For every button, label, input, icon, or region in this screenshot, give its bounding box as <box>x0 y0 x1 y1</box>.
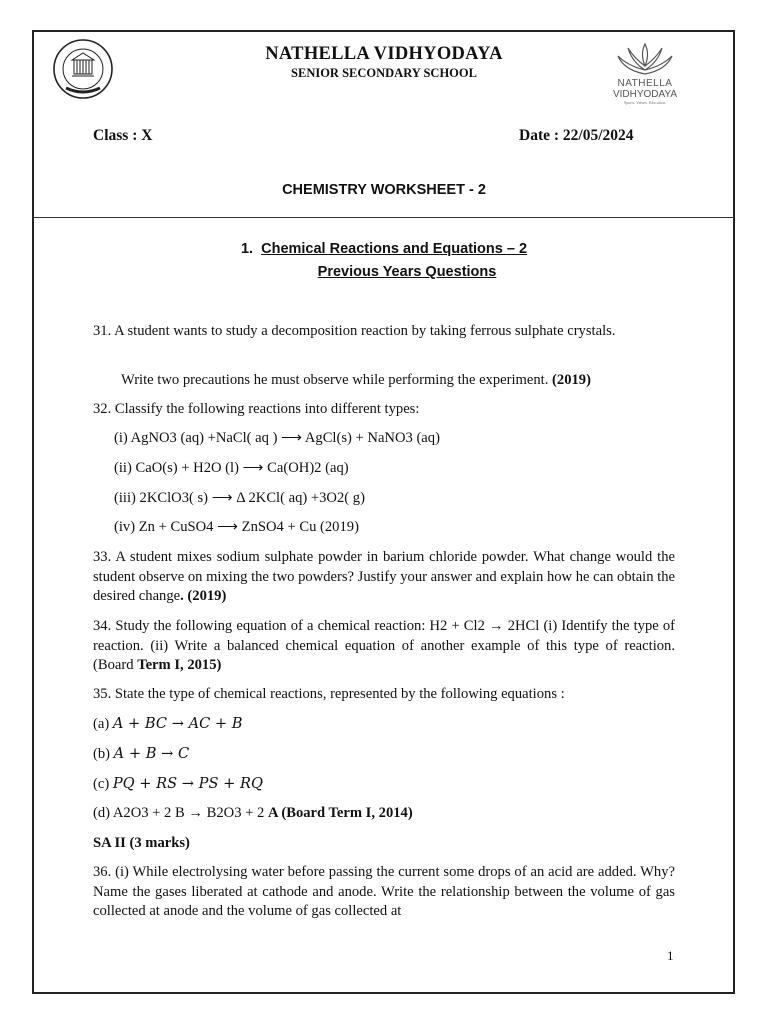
question-34-year: Term I, 2015) <box>137 657 222 673</box>
chapter-number: 1. <box>240 241 254 257</box>
question-35-b-equation: A + B → C <box>113 745 190 762</box>
logo-tagline: Sports. Values. Education. <box>623 100 667 105</box>
question-35-d-board: A (Board Term I, 2014) <box>267 805 413 821</box>
question-31-part-b-text: Write two precautions he must observe while performing the experiment. <box>121 372 549 388</box>
header-divider <box>32 217 735 218</box>
chapter-title: Chemical Reactions and Equations – 2 <box>261 241 528 257</box>
question-36: 36. (i) While electrolysing water before passing the current some drops of an acid are added. Why? Name the gases liberated at cathode and anode. Write the relationship between the volume of gas collected at anode and the volume of gas collected at <box>93 864 675 919</box>
logo-line1: NATHELLA <box>617 78 673 89</box>
question-32-iv: (iv) Zn + CuSO4 ⟶ ZnSO4 + Cu (2019) <box>114 519 359 535</box>
question-35-c-equation: PQ + RS → PS + RQ <box>112 775 263 792</box>
nathella-logo <box>605 40 685 112</box>
question-35-d <box>93 804 413 824</box>
question-33-year: . (2019) <box>180 588 227 604</box>
question-35-d-text: (d) A2O3 + 2 B → B2O3 + 2 <box>93 805 268 821</box>
question-33 <box>93 548 675 607</box>
chapter-subtitle-text: Previous Years Questions <box>317 264 497 280</box>
question-32-ii: (ii) CaO(s) + H2O (l) ⟶ Ca(OH)2 (aq) <box>114 460 349 476</box>
question-35-b <box>93 744 189 765</box>
question-34-text: 34. Study the following equation of a chemical reaction: H2 + Cl2 → 2HCl (i) Identify the type of reaction. (ii) Write a balanced chemical equation of another example of this type of reaction. (Board <box>93 618 675 673</box>
question-31-part-b <box>121 371 591 391</box>
school-name: NATHELLA VIDHYODAYA <box>265 44 503 64</box>
question-32-iii: (iii) 2KClO3( s) ⟶ Δ 2KCl( aq) +3O2( g) <box>114 490 365 506</box>
worksheet-title: CHEMISTRY WORKSHEET - 2 <box>282 182 486 198</box>
question-35-c <box>93 774 263 795</box>
question-32: 32. Classify the following reactions into different types: <box>93 401 420 417</box>
page-number: 1 <box>667 948 674 963</box>
class-label: Class : X <box>93 127 153 144</box>
question-34 <box>93 617 675 676</box>
section-heading: SA II (3 marks) <box>93 835 190 851</box>
chapter-heading <box>0 241 768 257</box>
question-35-c-label: (c) <box>93 776 113 792</box>
date-label: Date : 22/05/2024 <box>519 127 634 144</box>
question-35-a-label: (a) <box>93 716 113 732</box>
chapter-subtitle <box>0 264 768 280</box>
question-32-i: (i) AgNO3 (aq) +NaCl( aq ) ⟶ AgCl(s) + NaNO3 (aq) <box>114 430 440 446</box>
school-subtitle: SENIOR SECONDARY SCHOOL <box>291 66 477 80</box>
question-35-a <box>93 714 243 735</box>
question-35-b-label: (b) <box>93 746 114 762</box>
question-35: 35. State the type of chemical reactions, represented by the following equations : <box>93 686 565 702</box>
question-31-year: (2019) <box>552 372 591 388</box>
question-35-a-equation: A + BC → AC + B <box>112 715 243 732</box>
logo-line2: VIDHYODAYA <box>612 89 678 100</box>
question-33-text: 33. A student mixes sodium sulphate powder in barium chloride powder. What change would the student observe on mixing the two powders? Justify your answer and explain how he can obtain the desired change <box>93 549 675 604</box>
question-31: 31. A student wants to study a decomposition reaction by taking ferrous sulphate crystals. <box>93 323 616 339</box>
